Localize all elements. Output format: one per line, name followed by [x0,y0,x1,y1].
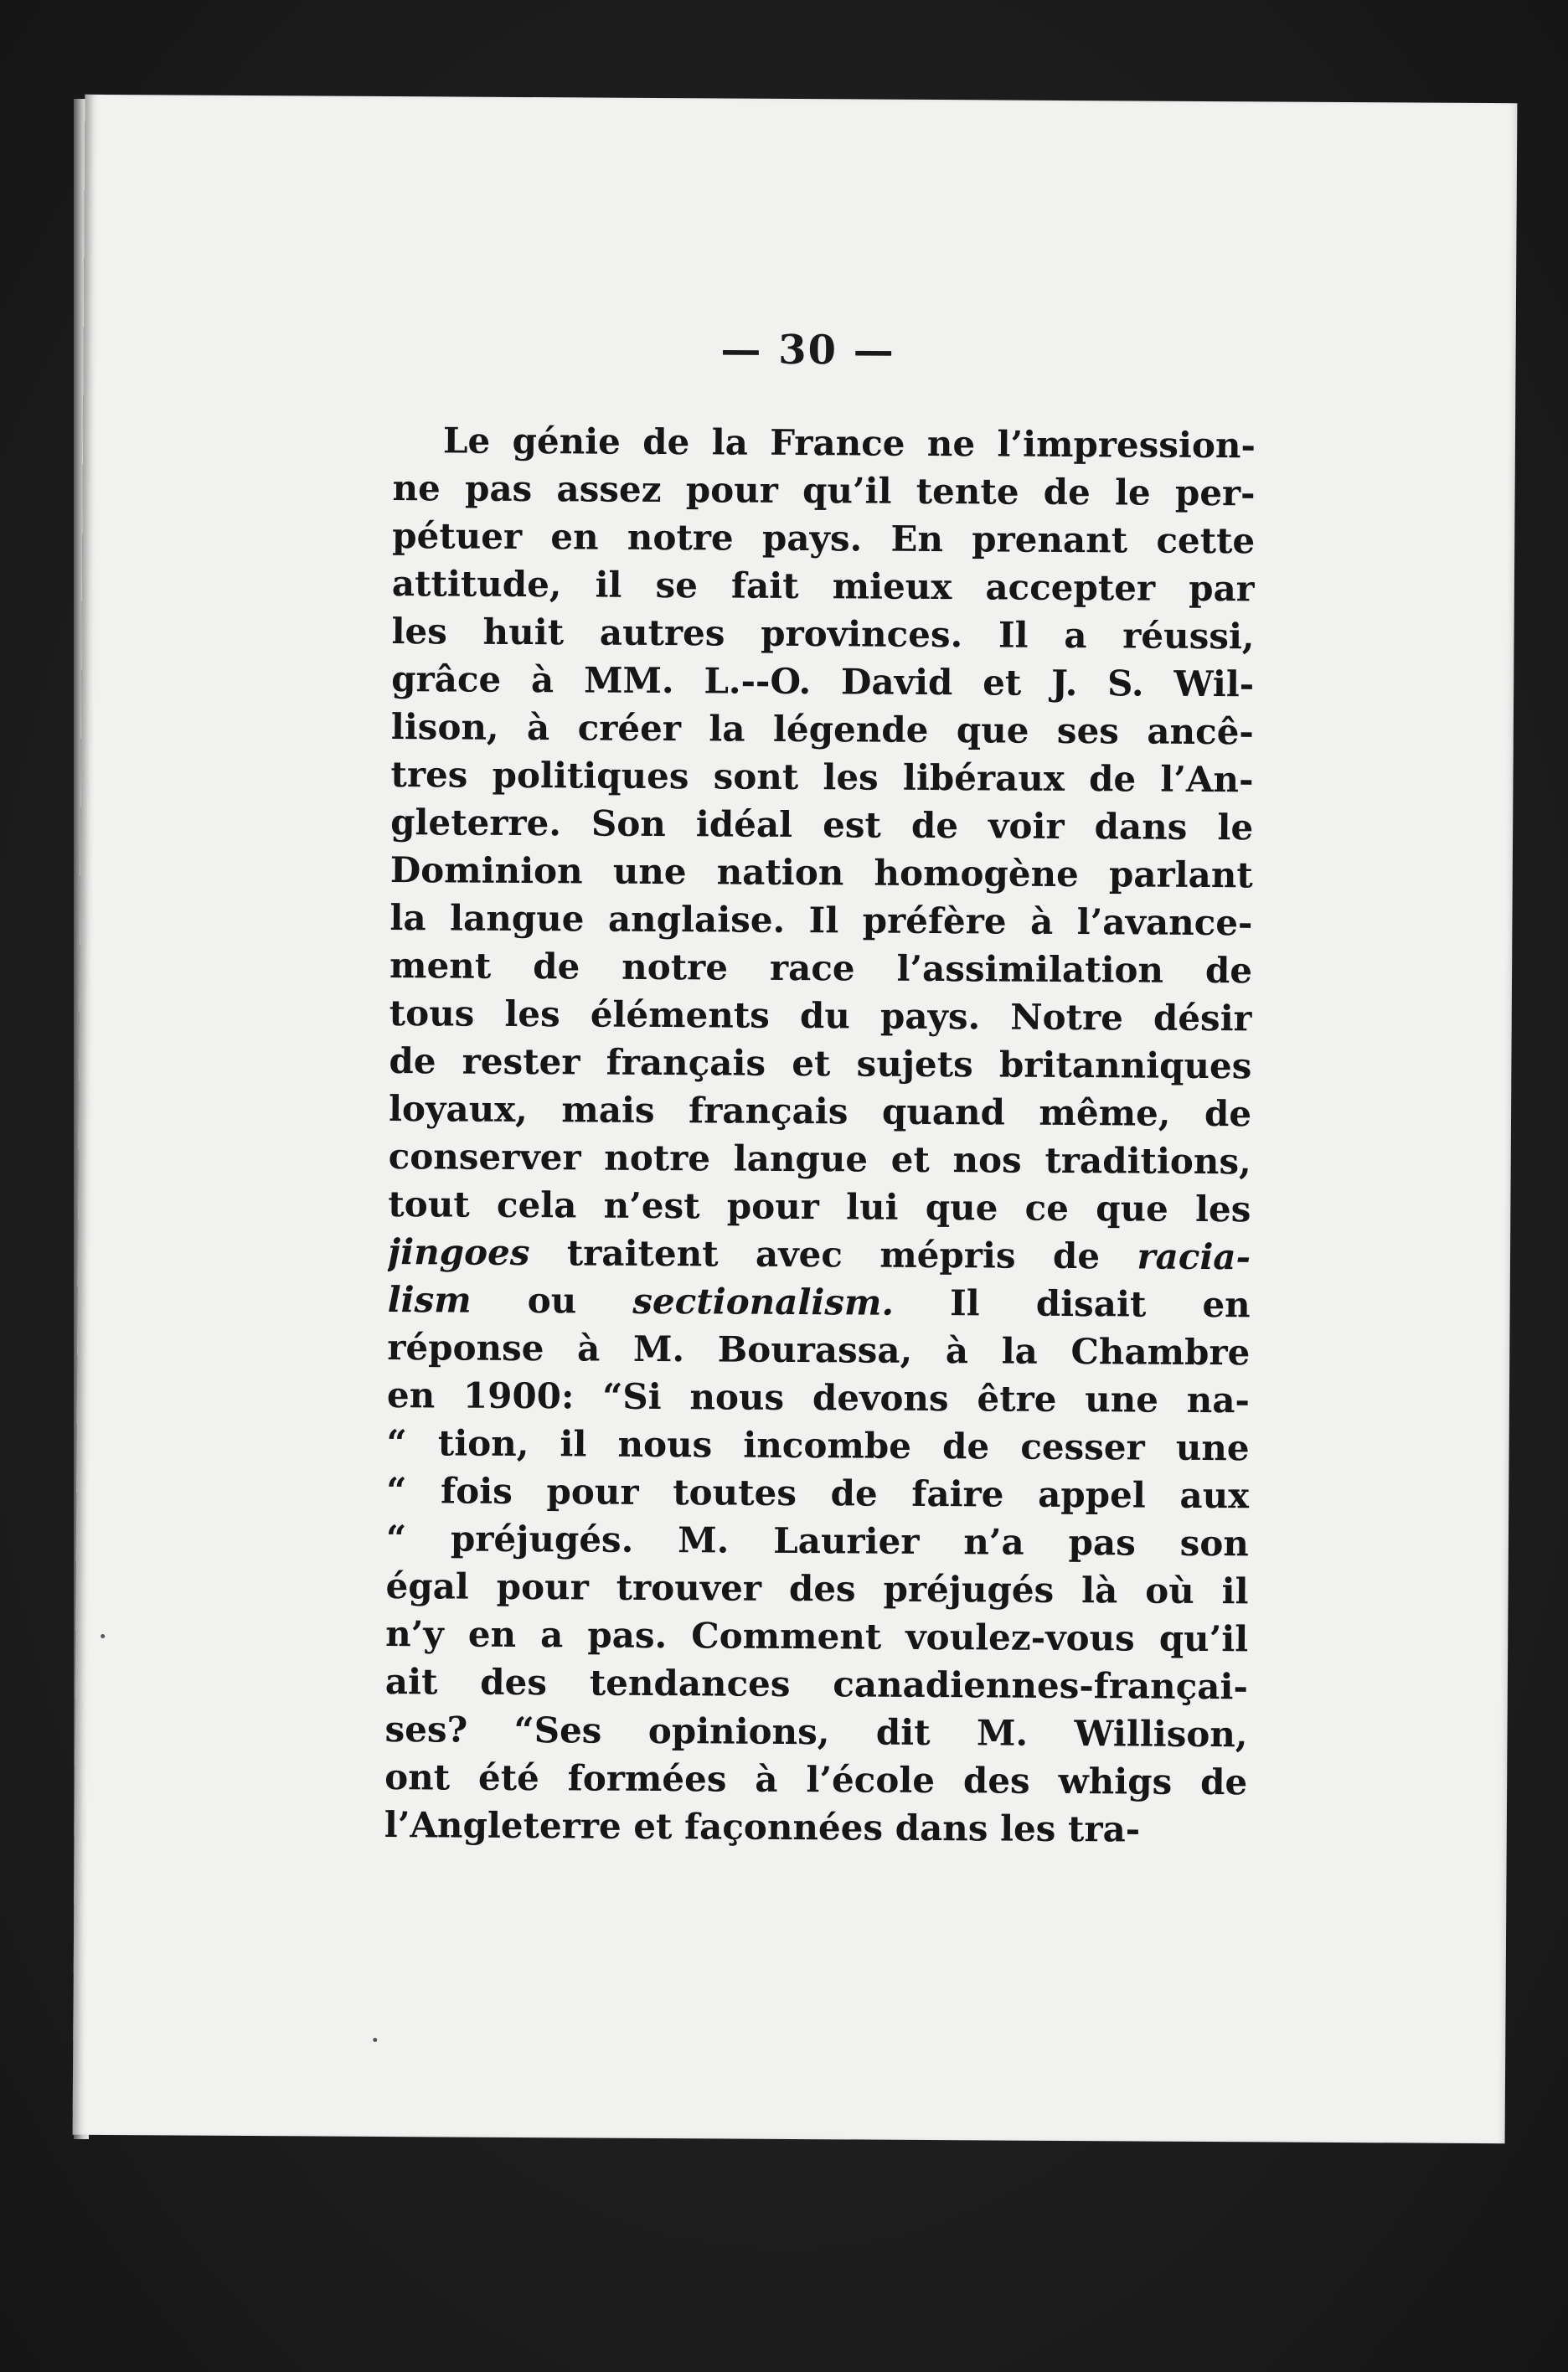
body-text [384,416,1256,1854]
text-line: conserver notre langue et nos traditions, [388,1136,1251,1183]
text-line: gleterre. Son idéal est de voir dans le [390,802,1254,848]
text-line: “ préjugés. M. Laurier n’a pas son [385,1518,1250,1565]
paper-speck [101,1634,105,1638]
text-line: en 1900: “Si nous devons être une na- [386,1374,1251,1421]
text-line: tout cela n’est pour lui que ce que les [388,1183,1251,1230]
text-line: égal pour trouver des préjugés là où il [385,1565,1249,1612]
text-line: pétuer en notre pays. En prenant cette [392,515,1256,562]
text-line: ont été formées à l’école des whigs de [384,1756,1248,1803]
text-line: n’y en a pas. Comment voulez-vous qu’il [385,1613,1249,1660]
text-line: la langue anglaise. Il préfère à l’avance- [389,897,1253,944]
book-page [73,95,1518,2143]
text-line-italic-mix: lism ou sectionalism. Il disait en [387,1279,1251,1326]
paper-speck [373,2038,377,2042]
text-line-italic-mix: jingoes traitent avec mépris de racia- [387,1231,1251,1278]
text-line: réponse à M. Bourassa, à la Chambre [387,1327,1251,1374]
text-line: Dominion une nation homogène parlant [389,849,1253,896]
text-line: l’Angleterre et façonnées dans les tra- [384,1804,1141,1850]
italic-term: racia- [1137,1235,1251,1278]
text-line: grâce à MM. L.--O. David et J. S. Wil- [391,658,1255,705]
text-line: “ fois pour toutes de faire appel aux [386,1470,1250,1517]
text-line: de rester français et sujets britanniques [389,1040,1252,1087]
text-line: ment de notre race l’assimilation de [389,945,1253,992]
text-line: loyaux, mais français quand même, de [388,1088,1252,1135]
text-line: Le génie de la France ne l’impression- [442,420,1256,467]
text-line: ne pas assez pour qu’il tente de le per- [392,467,1256,514]
italic-term: lism [387,1279,472,1321]
page-number: — 30 — [720,326,895,374]
italic-term: sectionalism. [632,1280,895,1323]
text-line: les huit autres provinces. Il a réussi, [391,611,1255,657]
italic-term: jingoes [387,1231,530,1274]
text-line: tres politiques sont les libéraux de l’An- [390,754,1254,801]
text-line: “ tion, il nous incombe de cesser une [386,1422,1250,1469]
text-line: lison, à créer la légende que ses ancê- [390,706,1254,753]
text-line: tous les éléments du pays. Notre désir [389,993,1252,1039]
text-line: attitude, il se fait mieux accepter par [391,563,1256,610]
text-line: ait des tendances canadiennes-françai- [384,1661,1249,1708]
text-line: ses? “Ses opinions, dit M. Willison, [384,1709,1248,1756]
